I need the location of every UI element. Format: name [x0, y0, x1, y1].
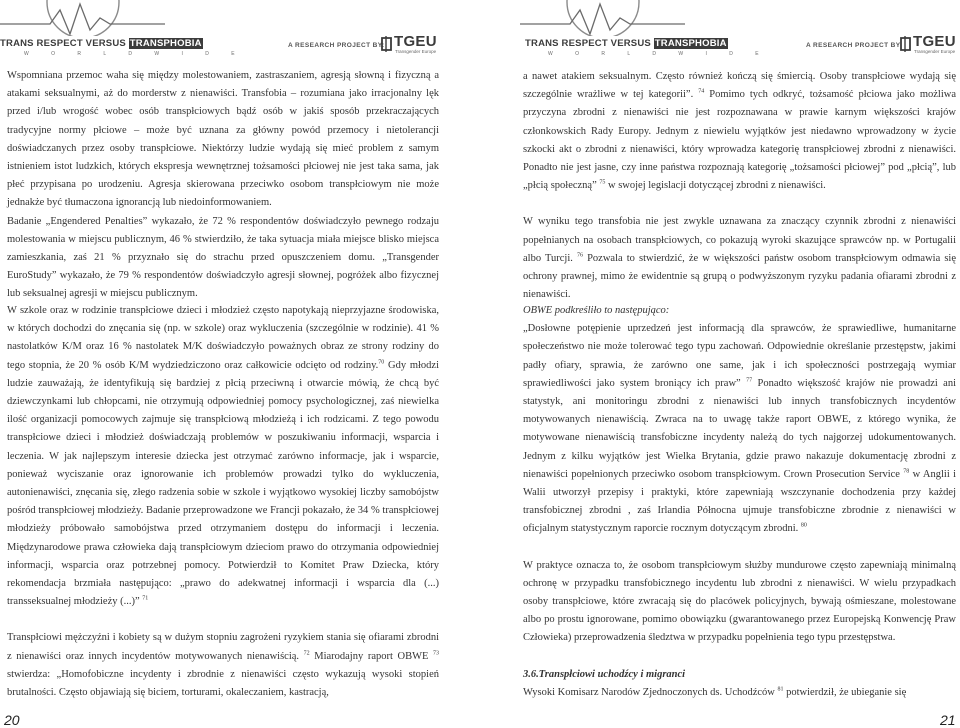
page-number: 20 [4, 712, 20, 728]
tgeu-subtitle: Transgender Europe [914, 49, 956, 54]
logo-title: TRANS RESPECT VERSUS TRANSPHOBIA [525, 38, 727, 49]
tgeu-logo-icon [899, 33, 956, 55]
tgeu-subtitle: Transgender Europe [395, 49, 437, 54]
paragraph: OBWE podkreśliło to następująco: [523, 305, 670, 316]
left-column-top [7, 67, 439, 304]
paragraph: W praktyce oznacza to, że osobom transpłciowym służby mundurowe często zapewniają minimalną ochronę w przypadku transfobicznego incydentu lub zbrodni z nienawiści. W wielu przypadkach osoby transpłciowe, które zwracają się do placówek policyjnych, bywają ośmieszane, molestowane albo po prostu ignorowane, pomimo obowiązku (gwarantowanego przez Europejską Konwencję Praw Człowieka) przeprowadzenia śledztwa w przypadku popełnienia tego typu przestępstwa. [523, 559, 956, 644]
right-column-bottom [523, 302, 956, 702]
paragraph: W wyniku tego transfobia nie jest zwykle uznawana za znaczący czynnik zbrodni z nienawiści popełnianych na osobach transpłciowych, co pokazują wyroki skazujące sprawców np. w Portugalii albo Turcji. $^{76}$ Pozwala to stwierdzić, że w większości państw osobom transpłciowym odmawia się ochrony prawnej, mimo że ewidentnie są grupą o podwyższonym ryzyku padania ofiarami zbrodni z nienawiści. [523, 216, 956, 301]
trans-respect-logo-icon [520, 0, 685, 36]
tgeu-name: TGEU [394, 33, 437, 50]
research-label: A RESEARCH PROJECT BY: [288, 42, 385, 49]
paragraph: Badanie „Engendered Penalties” wykazało, że 72 % respondentów doświadczyło pewnego rodzaju molestowania w miejscu publicznym, 46 % stwierdziło, że taka sytuacja miała miejsce blisko miejsca zamieszkania, zaś 21 % przyznało się do strachu przed opuszczeniem domu. „Transgender EuroStudy” wykazało, że 79 % respondentów doświadczyło agresji słownej, pogróżek albo fizycznej lub seksualnej agresji w miejscu publicznym. [7, 215, 439, 300]
paragraph: a nawet atakiem seksualnym. Często również kończą się śmiercią. Osoby transpłciowe wydają się szczególnie wrażliwe w tej kategorii”. $^{74}$ Pomimo tych odkryć, tożsamość płciowa jako możliwa przyczyna zbrodni z nienawiści nie jest rozpoznawana w prawie karnym większości krajów członkowskich Rady Europy. Jednym z niewielu wyjątków jest niedawno wprowadzony w życie szkocki akt o zbrodni z nienawiści, który wprowadza kategorię transpłciowej zbrodni z nienawiści. Ponadto nie jest jasne, czy inne państwa rozpoznają kategorię „tożsamości płciowej” pod „płcią”, lub „płcią społeczną” $^{75}$ w swojej legislacji dotyczącej zbrodni z nienawiści. [523, 71, 956, 192]
tgeu-name: TGEU [913, 33, 956, 50]
right-column-top [523, 68, 956, 304]
logo-subtitle: W O R L D W I D E [24, 51, 246, 57]
right-page [480, 0, 960, 727]
tgeu-logo-icon [380, 33, 437, 55]
page-number: 21 [940, 712, 956, 728]
section-heading: 3.6.Transpłciowi uchodźcy i migranci [523, 668, 686, 680]
paragraph: Wysoki Komisarz Narodów Zjednoczonych ds. Uchodźców $^{81}$ potwierdził, że ubieganie się [523, 686, 907, 698]
research-label: A RESEARCH PROJECT BY: [806, 42, 903, 49]
paragraph: Transpłciowi mężczyźni i kobiety są w dużym stopniu zagrożeni ryzykiem stania się ofiarami zbrodni z nienawiści oraz innych incydentów motywowanych nienawiścią. $^{72}$ Miarodajny raport OBWE $^{73}$ stwierdza: „Homofobiczne incydenty i zbrodnie z nienawiści często wykazują wysoki stopień brutalności. Często objawiają się biciem, torturami, okaleczaniem, kastracją, [7, 632, 440, 699]
paragraph: W szkole oraz w rodzinie transpłciowe dzieci i młodzież często napotykają nieprzyjazne środowiska, w których dochodzi do znęcania się (np. w szkole) oraz wykluczenia (szczególnie w rodzinie). 41 % nastolatków K/M oraz 16 % nastolatek M/K doświadczyło poważnych obraz ze strony rodziny do tego stopnia, że 20 % osób K/M wydziedziczono oraz całkowicie odcięto od rodziny.$^{70}$ Gdy młodzi ludzie zauważają, że identyfikują się bardziej z płcią przeciwną i otwarcie mówią, że chcą być dziewczynkami lub chłopcami, nie otrzymują odpowiedniej pomocy psychologicznej, zaś niewielka ilość organizacji pomocowych zajmuje się transpłciową młodzieżą i ich rodzicami. Z tego powodu transpłciowe dzieci i młodzież doświadczają problemów w poszukiwaniu informacji, wsparcia i leczenia. W jak najlepszym interesie dziecka jest otrzymać zarówno informacje, jak i wsparcie, ponieważ wyciszanie oraz ignorowanie ich problemów prowadzi tylko do wykluczenia, autonienawiści, znęcania się, złego radzenia sobie w szkole i wyjątkowo wysokiej liczby samobójstw pośród transpłciowej młodzieży. Badanie przeprowadzone we Francji pokazało, że 34 % transpłciowej młodzieży próbowało samobójstwa przed otrzymaniem dostępu do informacji i leczenia. Międzynarodowe prawa człowieka dają transpłciowym dzieciom prawo do otrzymania odpowiedniej informacji, wsparcia oraz potrzebnej pomocy. Potwierdził to Komitet Praw Dziecka, który rekomendacja brzmiała następująco: „prawo do adekwatnej informacji i wsparcia dla (...) transseksualnej młodzieży (...)” $^{71}$ [7, 305, 439, 608]
logo-subtitle: W O R L D W I D E [548, 51, 770, 57]
paragraph: „Dosłowne potępienie uprzedzeń jest informacją dla sprawców, że sprawiedliwe, humanitarne społeczeństwo nie może tolerować tego typu zachowań. Odpowiednie określanie przestępstw, jakimi padły ofiary, sprawia, że zarówno one same, jak i ich społeczności postrzegają wymiar sprawiedliwości jako system broniący ich praw” $^{77}$ Ponadto większość krajów nie prowadzi ani statystyk, ani monitoringu zbrodni z nienawiści lub innych transfobicznych incydentów motywowanych nienawiścią. Zwraca na to uwagę także raport OBWE, z którego wynika, że motywowane nienawiścią transfobiczne incydenty należą do tych najgorzej udokumentowanych. Jednym z kilku wyjątków jest Wielka Brytania, gdzie prawo nakazuje dokumentację zbrodni z nienawiści popełnionych przeciwko osobom transpłciowym. Crown Prosecution Service $^{78}$ w Anglii i Walii utworzył przepisy i praktyki, które zapewniają wszczynanie dochodzenia przy każdej transfobicznej zbrodni , zaś Irlandia Północna ujmuje transfobiczne zbrodnie z nienawiści w oficjalnym statystycznym raporcie rocznym dotyczącym zbrodni. $^{80}$ [523, 323, 956, 535]
left-page [0, 0, 480, 727]
trans-respect-logo-icon [0, 0, 165, 36]
left-column-bottom [7, 302, 439, 702]
paragraph: Wspomniana przemoc waha się między molestowaniem, zastraszaniem, agresją słowną i fizyczną a atakami seksualnymi, aż do morderstw z nienawiści. Transfobia – rozumiana jako irracjonalny lęk przed i/lub wrogość wobec osób transpłciowych bądź osób w jakiś sposób przekraczających tradycyjne normy płciowe – może być uznana za główny powód przemocy i nietolerancji doświadczanych przez osoby transpłciowe. Niektórzy ludzie wydają się mieć problem z samym istnieniem istot ludzkich, których ekspresja wewnętrznej tożsamości płciowej nie jest taka sama, jak płeć przypisana po urodzeniu. Agresja skierowana przeciwko osobom transpłciowym nie może jednakże być tłumaczona ignorancją lub niedoinformowaniem. [7, 70, 439, 209]
logo-title: TRANS RESPECT VERSUS TRANSPHOBIA [0, 38, 202, 49]
